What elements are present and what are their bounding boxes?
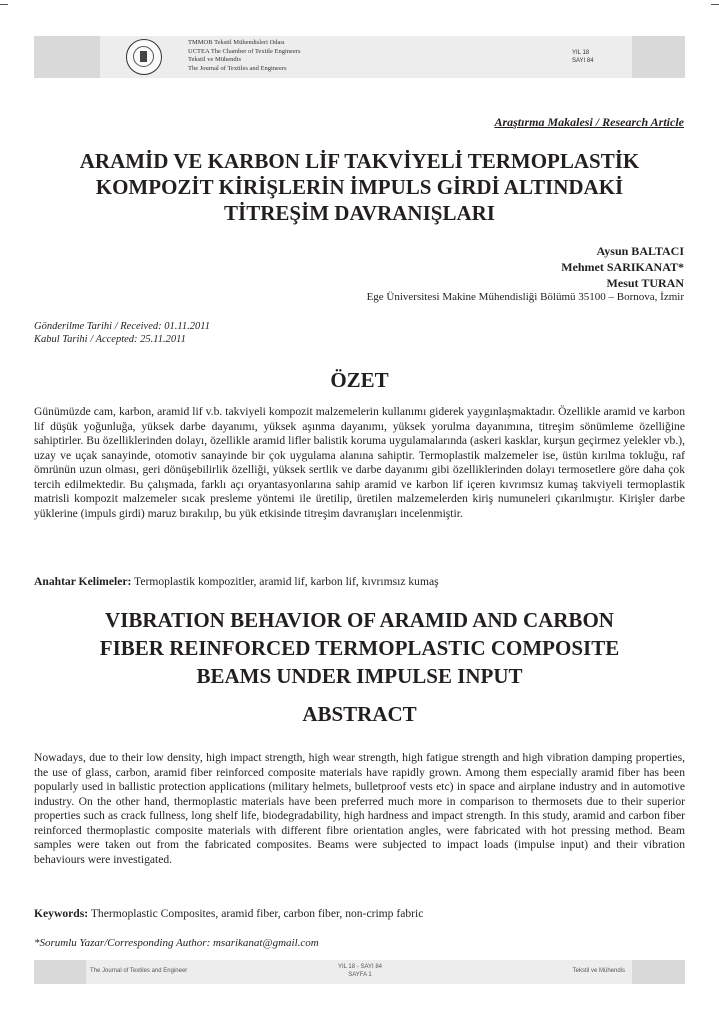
issue-info [572,49,594,65]
title-line: VIBRATION BEHAVIOR OF ARAMID AND CARBON [105,608,614,632]
anahtar-label: Anahtar Kelimeler: [34,575,132,588]
footer-journal: The Journal of Textiles and Engineer [90,968,188,974]
chamber-seal-icon [126,39,162,75]
accepted-date: Kabul Tarihi / Accepted: 25.11.2011 [34,334,186,345]
anahtar-text: Termoplastik kompozitler, aramid lif, karbon lif, kıvrımsız kumaş [134,575,439,588]
crop-mark-left [0,4,8,5]
title-line: KOMPOZİT KİRİŞLERİN İMPULS GİRDİ ALTINDAKİ [95,175,624,199]
ozet-heading: ÖZET [330,368,389,392]
abstract-paragraph: Nowadays, due to their low density, high impact strength, high wear strength, high fatigue strength and high vibration damping properties, the use of glass, carbon, aramid fiber reinforced composite materials have rapidly grown. Among them especially aramid fiber has been popularly used in ballistic protection applications (military helmets, bulletproof vests etc) in space and airplane industry and in automotive industry. On the other hand, thermoplastic materials have been preferred much more in comparison to thermosets due to their superior properties such as crack fullness, long shelf life, biodegradability, high hardness and impact strength. In this study, aramid and carbon fiber reinforced thermoplastic composite materials with different fibre orientation angles, were fabricated with hot pressing method. Beam samples were taken out from the fabricated composites. Beams were subjected to impact loads (impulse input) and their vibration behaviours were investigated. [34,751,685,866]
title-line: TİTREŞİM DAVRANIŞLARI [224,201,495,225]
issue-year: YIL 18 [572,50,590,56]
title-line: FIBER REINFORCED TERMOPLASTIC COMPOSITE [99,636,620,660]
footer-issue-line: YIL 18 - SAYI 84 [337,964,383,970]
header-inner [100,36,632,78]
publisher-line: TMMOB Tekstil Mühendisleri Odası [188,39,285,46]
publisher-line: UCTEA The Chamber of Textile Engineers [188,47,301,55]
corresponding-author: *Sorumlu Yazar/Corresponding Author: msarikanat@gmail.com [34,937,319,949]
ozet-paragraph: Günümüzde cam, karbon, aramid lif v.b. takviyeli kompozit malzemelerin kullanımı giderek yaygınlaşmaktadır. Özellikle aramid ve karbon lif düşük yoğunluğa, yüksek darbe dayanımı, yüksek aşınma dayanımı, yüksek yorulma dayanımına, titreşim sönümleme özelliğine sahiptirler. Bu özelliklerinden dolayı, özellikle aramid lifler balistik koruma uygulamalarında (askeri kasklar, kurşun geçirmez yelekler vb.), uzay ve uçak sanayinde, otomotiv sanayinde bir çok uygulama alanına sahiptir. Termoplastik malzemeler ise, üstün kırılma tokluğu, raf ömrünün uzun olması, geri dönüşebilirlik özelliği, yüksek sertlik ve darbe dayanımı gibi özelliklerinden dolayı termosetlere göre daha çok tercih edilmektedir. Bu çalışmada, farklı açı oryantasyonlarına sahip aramid ve karbon lif içeren kıvrımsız kumaş takviyeli termoplastik matrisli kompozit malzemeler sıcak presleme yöntemi ile üretilip, üretilen malzemelerden kiriş numuneleri çıkarılmıştır. Kirişler darbe yüklerine (impuls girdi) maruz bırakılıp, bu yük etkisinde titreşim davranışları incelenmiştir. [34,405,685,520]
article-type: Araştırma Makalesi / Research Article [494,115,684,129]
title-line: BEAMS UNDER IMPULSE INPUT [196,664,523,688]
title-line: ARAMİD VE KARBON LİF TAKVİYELİ TERMOPLASTİK [79,149,640,173]
keywords-text: Thermoplastic Composites, aramid fiber, carbon fiber, non-crimp fabric [90,907,424,920]
keywords-label: Keywords: [34,907,89,920]
author-list [561,243,684,291]
author-name: Aysun BALTACI [596,244,684,258]
anahtar-kelimeler [34,575,439,588]
received-date: Gönderilme Tarihi / Received: 01.11.2011 [34,321,210,332]
footer-page: SAYFA 1 [348,972,372,978]
abstract-heading: ABSTRACT [302,702,417,726]
author-name: Mehmet SARIKANAT* [561,260,684,274]
publisher-line: Tekstil ve Mühendis [188,56,241,63]
footer-issue [330,963,390,979]
crop-mark-right [711,4,719,5]
keywords [34,907,423,920]
publisher-line: The Journal of Textiles and Engineers [188,64,287,72]
title-english [34,606,685,690]
footer-journal-tr: Tekstil ve Mühendis [572,968,625,974]
submission-dates [34,320,210,346]
author-name: Mesut TURAN [606,276,684,290]
affiliation: Ege Üniversitesi Makine Mühendisliği Bölümü 35100 – Bornova, İzmir [366,291,684,303]
title-turkish [34,148,685,226]
issue-number: SAYI 84 [572,58,594,64]
publisher-info [188,39,301,73]
